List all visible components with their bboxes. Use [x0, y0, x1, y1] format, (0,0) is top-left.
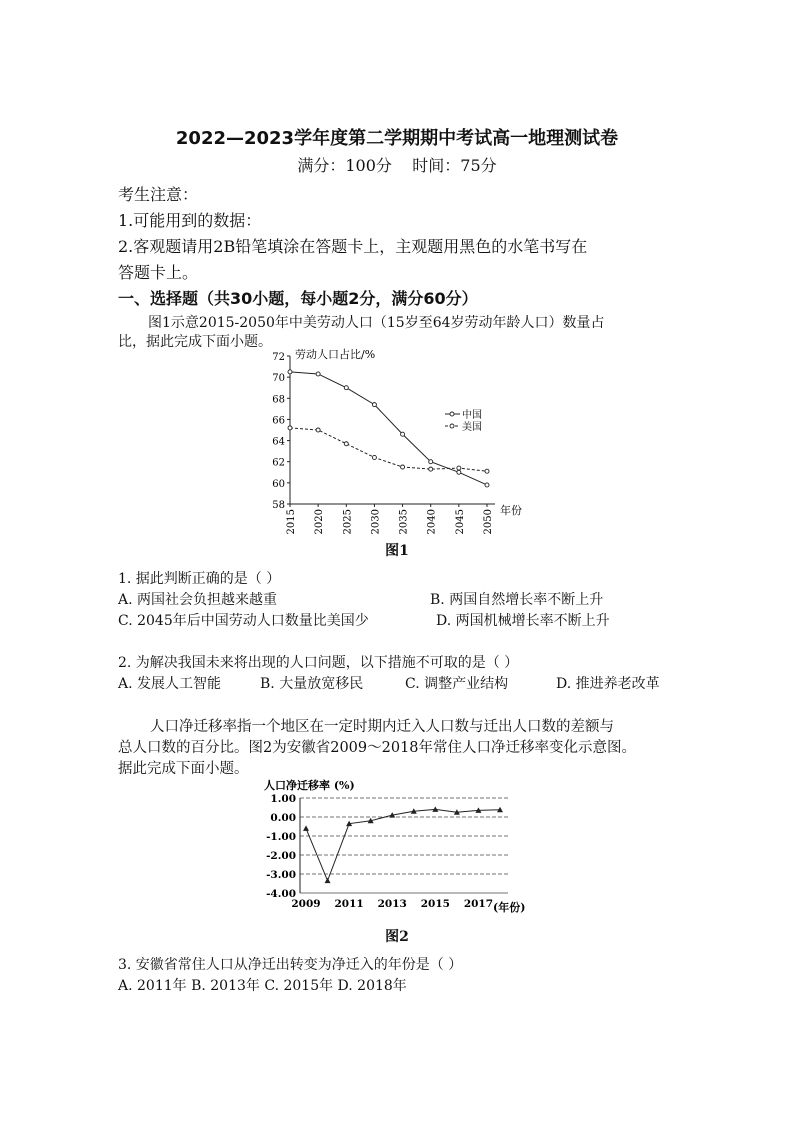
fig2-xtick-label: 2009	[291, 898, 321, 910]
fig1-point	[344, 442, 348, 446]
intro-1-cont: 比，据此完成下面小题。	[118, 334, 272, 350]
fig2-xtick-label: 2013	[377, 898, 407, 910]
fig1-xtick-label: 2035	[398, 509, 410, 535]
fig1-xtick-label: 2045	[454, 509, 466, 535]
fig1-ytick-label: 72	[272, 352, 285, 363]
fig2-xtick-label: 2011	[334, 898, 364, 910]
section-heading: 一、选择题（共30小题，每小题2分，满分60分）	[118, 289, 478, 308]
fig1-ytick-label: 68	[272, 394, 285, 406]
figure-2-chart	[258, 776, 538, 916]
fig2-point	[325, 878, 331, 884]
fig1-point	[372, 403, 376, 407]
fig1-ytick-label: 64	[272, 436, 285, 448]
intro-2-cont2: 据此完成下面小题。	[118, 761, 249, 777]
fig1-ytick-label: 60	[272, 478, 285, 490]
fig1-legend-label: 中国	[462, 410, 482, 421]
fig1-point	[485, 469, 489, 473]
fig1-point	[457, 466, 461, 470]
fig1-point	[316, 428, 320, 432]
fig1-point	[288, 426, 292, 430]
q2-option-a: A. 发展人工智能	[118, 676, 222, 692]
q1-option-b: B. 两国自然增长率不断上升	[430, 592, 604, 608]
page-title: 2022—2023学年度第二学期期中考试高一地理测试卷	[175, 128, 619, 149]
q3-stem: 3. 安徽省常住人口从净迁出转变为净迁入的年份是（ ）	[118, 957, 463, 973]
fig1-point	[316, 372, 320, 376]
fig2-ytick-label: -4.00	[266, 888, 296, 900]
q2-option-c: C. 调整产业结构	[405, 676, 509, 692]
intro-2: 人口净迁移率指一个地区在一定时期内迁入人口数与迁出人口数的差额与	[150, 719, 614, 735]
fig1-xtick-label: 2040	[426, 509, 438, 535]
intro-1: 图1示意2015-2050年中美劳动人口（15岁至64岁劳动年龄人口）数量占	[148, 315, 605, 331]
fig1-xtick-label: 2025	[342, 509, 354, 535]
fig2-ytick-label: 1.00	[270, 793, 296, 805]
fig1-ytick-label: 62	[272, 457, 285, 469]
fig1-ytick-label: 58	[272, 500, 285, 511]
figure-1-caption: 图1	[385, 543, 409, 559]
fig1-point	[372, 455, 376, 459]
fig1-xtick-label: 2030	[370, 509, 382, 535]
fig1-point	[429, 467, 433, 471]
figure-2-caption: 图2	[385, 929, 409, 945]
q1-option-d: D. 两国机械增长率不断上升	[436, 613, 610, 629]
fig1-xtick-label: 2050	[483, 509, 494, 535]
fig1-ylabel: 劳动人口占比/%	[295, 348, 376, 361]
q2-option-d: D. 推进养老改革	[556, 676, 660, 692]
fig1-xlabel: 年份	[500, 504, 522, 517]
fig1-point	[457, 470, 461, 474]
fig1-legend-marker	[450, 424, 454, 428]
notice-item-2-cont: 答题卡上。	[118, 263, 199, 282]
score-time: 满分：100分 时间：75分	[297, 156, 497, 175]
fig2-xlabel: (年份)	[493, 901, 526, 914]
fig2-ytick-label: -1.00	[266, 831, 296, 843]
fig1-xtick-label: 2020	[314, 509, 326, 535]
fig2-xtick-label: 2015	[420, 898, 450, 910]
fig2-point	[303, 825, 309, 831]
fig1-point	[485, 483, 489, 487]
fig2-xtick-label: 2017	[463, 898, 494, 910]
notice-item-2: 2.客观题请用2B铅笔填涂在答题卡上，主观题用黑色的水笔书写在	[118, 237, 588, 256]
fig1-point	[401, 465, 405, 469]
q2-stem: 2. 为解决我国未来将出现的人口问题，以下措施不可取的是（ ）	[118, 655, 519, 671]
notice-heading: 考生注意：	[118, 185, 199, 204]
q1-option-c: C. 2045年后中国劳动人口数量比美国少	[118, 613, 369, 629]
q2-option-b: B. 大量放宽移民	[260, 676, 364, 692]
fig1-point	[288, 370, 292, 374]
fig1-series-line	[290, 428, 487, 471]
notice-item-1: 1.可能用到的数据：	[118, 211, 262, 230]
q3-options: A. 2011年 B. 2013年 C. 2015年 D. 2018年	[118, 978, 407, 994]
fig1-ytick-label: 66	[272, 415, 285, 427]
fig2-ytick-label: -3.00	[266, 869, 296, 881]
fig1-point	[429, 460, 433, 464]
fig1-legend-label: 美国	[462, 422, 482, 433]
q1-option-a: A. 两国社会负担越来越重	[118, 592, 278, 608]
fig2-ytick-label: -2.00	[266, 850, 296, 862]
fig1-point	[344, 386, 348, 390]
fig2-series-line	[306, 809, 500, 880]
fig1-legend-marker	[450, 412, 454, 416]
fig2-ytick-label: 0.00	[270, 812, 296, 824]
fig1-ytick-label: 70	[272, 373, 285, 385]
fig1-point	[401, 432, 405, 436]
figure-1-chart	[255, 346, 545, 536]
fig2-ylabel: 人口净迁移率 (%)	[264, 779, 355, 792]
fig1-xtick-label: 2015	[286, 509, 297, 535]
q1-stem: 1. 据此判断正确的是（ ）	[118, 571, 281, 587]
intro-2-cont: 总人口数的百分比。图2为安徽省2009～2018年常住人口净迁移率变化示意图。	[118, 740, 637, 756]
